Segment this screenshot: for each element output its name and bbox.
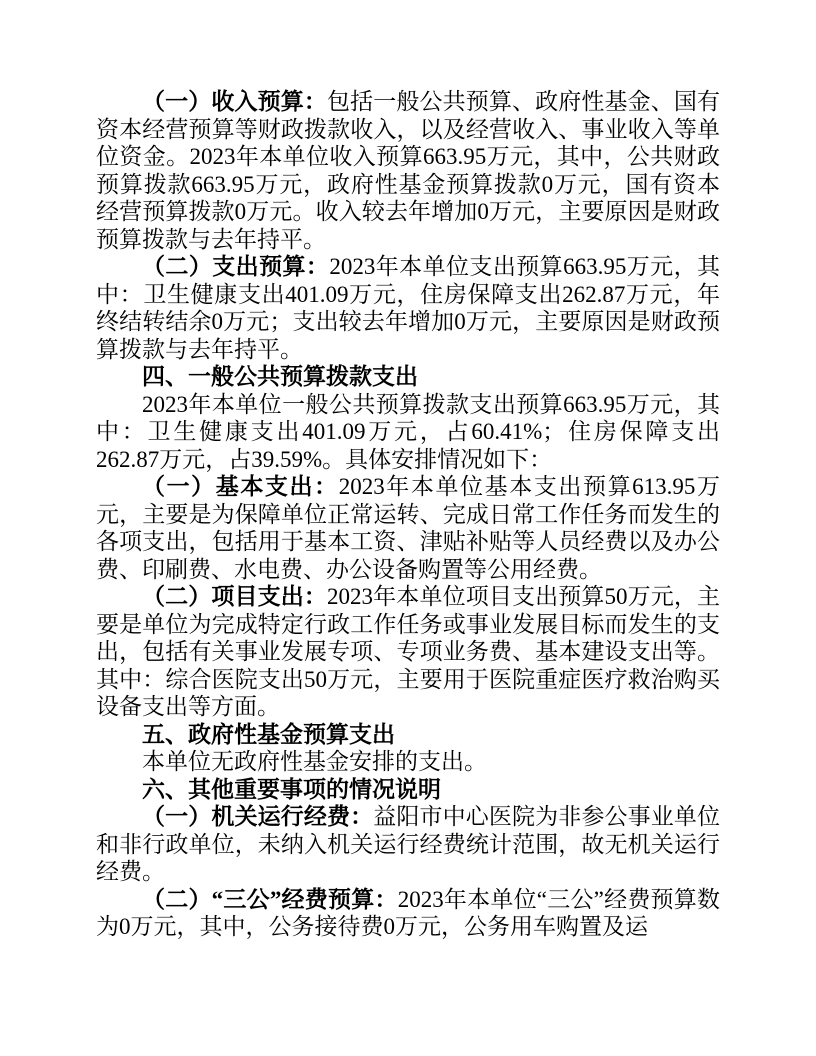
para-government-fund-note-text: 本单位无政府性基金安排的支出。 (142, 749, 487, 774)
para-government-fund-note (96, 748, 720, 776)
para-general-public-budget-overview (96, 391, 720, 474)
para-basic-expenditure-lead: （一）基本支出： (142, 474, 339, 499)
para-agency-operation-expense (96, 803, 720, 886)
heading-general-public-budget-expenditure: 四、一般公共预算拨款支出 (142, 364, 418, 389)
para-agency-operation-expense-lead: （一）机关运行经费： (142, 804, 374, 829)
document-body (96, 88, 720, 941)
para-three-public-expense-budget-text: 2023年本单位“三公”经费预算数为0万元，其中，公务接待费0万元，公务用车购置及运 (96, 886, 721, 939)
heading-government-fund-budget-expenditure: 五、政府性基金预算支出 (142, 721, 395, 747)
para-income-budget-text: 包括一般公共预算、政府性基金、国有资本经营预算等财政拨款收入，以及经营收入、事业收入等单位资金。2023年本单位收入预算663.95万元，其中，公共财政预算拨款663.95万元，政府性基金预算拨款0万元，国有资本经营预算拨款0万元。收入较去年增加0万元，主要原因是财政预算拨款与去年持平。 (96, 89, 720, 252)
para-three-public-expense-budget (96, 886, 720, 941)
para-project-expenditure-lead: （二）项目支出： (142, 584, 328, 609)
para-general-public-budget-overview-text: 2023年本单位一般公共预算拨款支出预算663.95万元，其中：卫生健康支出401.09万元，占60.41%；住房保障支出262.87万元，占39.59%。具体安排情况如下： (96, 391, 720, 472)
para-basic-expenditure-text: 2023年本单位基本支出预算613.95万元，主要是为保障单位正常运转、完成日常工作任务而发生的各项支出，包括用于基本工资、津贴补贴等人员经费以及办公费、印刷费、水电费、办公设备购置等公用经费。 (96, 474, 721, 582)
para-basic-expenditure (96, 473, 720, 583)
para-expenditure-budget (96, 253, 720, 363)
para-three-public-expense-budget-lead: （二）“三公”经费预算： (142, 886, 398, 912)
para-project-expenditure (96, 583, 720, 721)
para-project-expenditure-text: 2023年本单位项目支出预算50万元，主要是单位为完成特定行政工作任务或事业发展目标而发生的支出，包括有关事业发展专项、专项业务费、基本建设支出等。其中：综合医院支出50万元，主要用于医院重症医疗救治购买设备支出等方面。 (96, 584, 721, 719)
para-income-budget (96, 88, 720, 253)
para-agency-operation-expense-text: 益阳市中心医院为非参公事业单位和非行政单位，未纳入机关运行经费统计范围，故无机关运行经费。 (96, 804, 720, 884)
para-income-budget-lead: （一）收入预算： (142, 89, 327, 114)
para-expenditure-budget-text: 2023年本单位支出预算663.95万元，其中：卫生健康支出401.09万元，住房保障支出262.87万元，年终结转结余0万元；支出较去年增加0万元，主要原因是财政预算拨款与去年持平。 (96, 254, 721, 362)
para-expenditure-budget-lead: （二）支出预算： (142, 254, 330, 279)
heading-other-important-matters: 六、其他重要事项的情况说明 (142, 776, 441, 802)
